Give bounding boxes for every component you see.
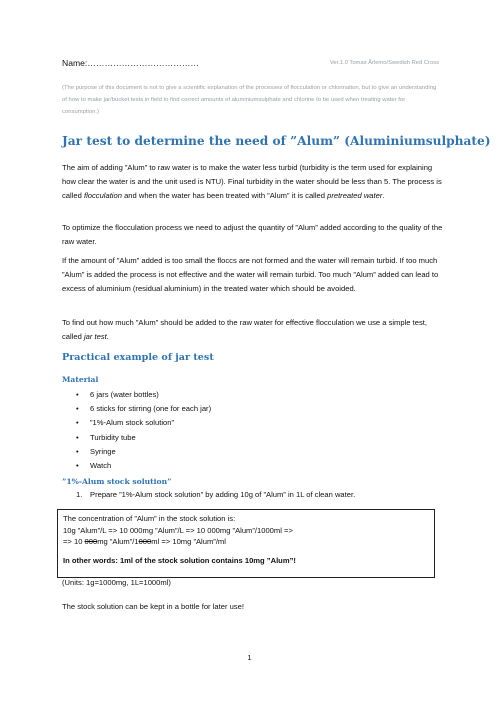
paragraph-amount: If the amount of ”Alum” added is too small the floccs are not formed and the water will remain turbid. If too much ”Alum” is added the process is not effective and the water will remain turbid. Too much ”Alum” added can lead to excess of aluminium (residual aluminium) in the treated water which should be avoided.	[62, 256, 439, 294]
bullet-icon: •	[76, 404, 79, 414]
list-item: • 6 jars (water bottles)	[62, 388, 211, 402]
concentration-box	[57, 509, 435, 578]
paragraph-aim: The aim of adding ”Alum” to raw water is to make the water less turbid (turbidity is the term used for explaining how clear the water is and the unit used is NTU). Final turbidity in the water should be less than 5. The process is called flocculation and when the water has been treated with ”Alum” it is called pretreated water.	[62, 163, 442, 201]
section-heading-stock-solution: ”1%-Alum stock solution”	[62, 477, 172, 486]
bullet-icon: •	[76, 418, 79, 428]
page-number: 1	[247, 653, 252, 662]
name-field-label: Name:…………………………………	[62, 58, 200, 68]
box-line-2: 10g ”Alum”/L => 10 000mg ”Alum”/L => 10 000mg ”Alum”/1000ml =>	[63, 525, 293, 535]
bullet-icon: •	[76, 432, 79, 442]
section-heading-practical: Practical example of jar test	[62, 352, 214, 363]
section-heading-material: Material	[62, 375, 99, 384]
bullet-icon: •	[76, 390, 79, 399]
list-item: • 6 sticks for stirring (one for each jar)	[62, 402, 211, 416]
units-note: (Units: 1g=1000mg, 1L=1000ml)	[62, 578, 171, 587]
bullet-icon: •	[76, 460, 79, 470]
box-conclusion: In other words: 1ml of the stock solution contains 10mg ”Alum”!	[63, 555, 296, 565]
paragraph-optimize: To optimize the flocculation process we need to adjust the quantity of ”Alum” added according to the quality of the raw water.	[62, 223, 443, 247]
box-line-1: The concentration of ”Alum” in the stock solution is:	[63, 514, 236, 523]
list-item: • Watch	[62, 459, 211, 473]
bullet-icon: •	[76, 446, 79, 456]
step-number: 1.	[76, 490, 83, 499]
document-title: Jar test to determine the need of ”Alum” (Aluminiumsulphate)	[62, 134, 491, 148]
step-text: Prepare ”1%-Alum stock solution” by adding 10g of ”Alum” in 1L of clean water.	[90, 490, 356, 499]
purpose-note: (The purpose of this document is not to give a scientific explanation of the processes of flocculation or chlorination, but to give an understanding of how to make jar/bucket tests in field to find correct amounts of aluminiumsulphate and chlorine to be used when treating water for consumption.)	[62, 85, 437, 115]
step-prepare-stock	[76, 490, 355, 499]
box-line-3: => 10 000mg ”Alum”/1000ml => 10mg ”Alum”/ml	[63, 537, 226, 547]
paragraph-find-out: To find out how much ”Alum” should be added to the raw water for effective flocculation we use a simple test, called jar test.	[62, 318, 427, 342]
storage-note: The stock solution can be kept in a bottle for later use!	[62, 602, 244, 611]
material-list	[62, 388, 211, 473]
version-note: Ver.1.0 Tomas Årlemo/Swedish Red Cross	[329, 60, 439, 66]
list-item: • Syringe	[62, 445, 211, 459]
list-item: • ”1%-Alum stock solution”	[62, 416, 211, 430]
list-item: • Turbidity tube	[62, 431, 211, 445]
